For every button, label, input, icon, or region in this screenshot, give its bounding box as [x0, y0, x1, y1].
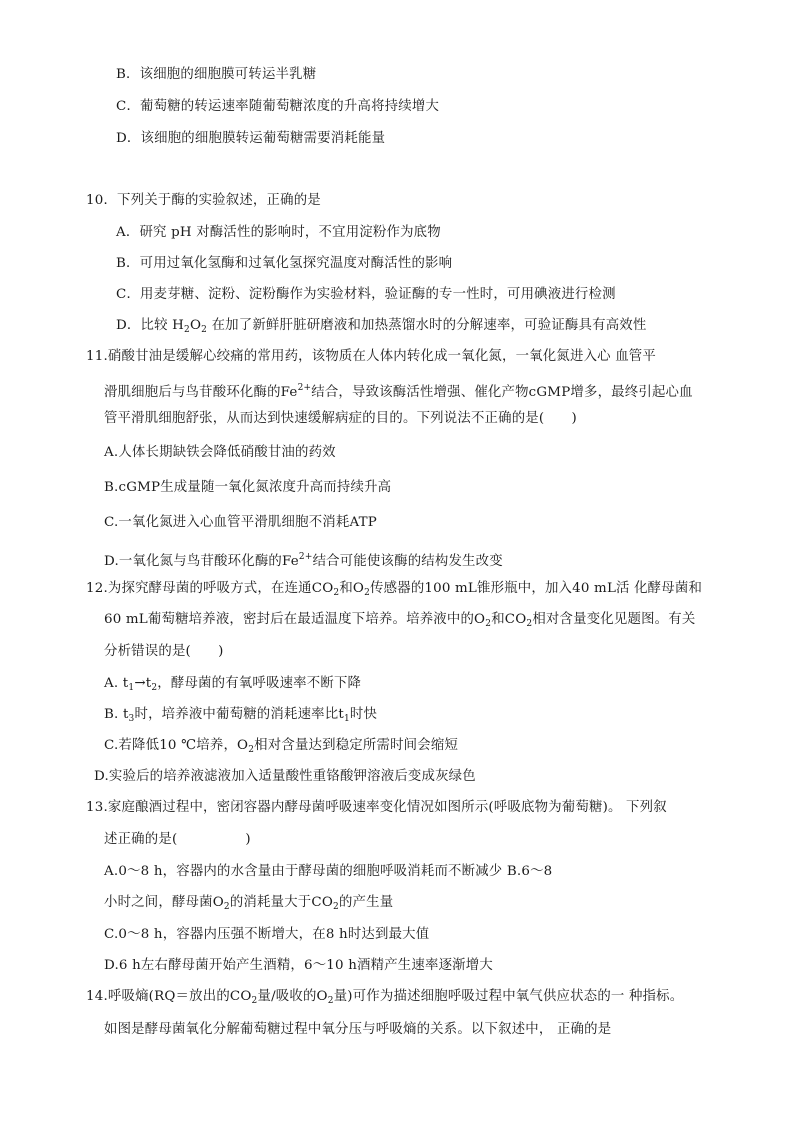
q14-stem-line2: 如图是酵母菌氧化分解葡萄糖过程中氧分压与呼吸熵的关系。以下叙述中， 正确的是 — [104, 1022, 612, 1037]
q10-option-b: B．可用过氧化氢酶和过氧化氢探究温度对酶活性的影响 — [116, 256, 453, 271]
q11-option-d: D.一氧化氮与鸟苷酸环化酶的$Fe^{2+}$结合可能使该酶的结构发生改变 — [104, 552, 503, 569]
q12-stem-line2: 60 mL葡萄糖培养液，密封后在最适温度下培养。培养液中的$O_2$和$CO_2$相对含量变化见题图。有关 — [104, 612, 696, 629]
q12-option-a: A. $t_1\to t_2$，酵母菌的有氧呼吸速率不断下降 — [104, 676, 362, 693]
q10-option-a: A．研究 pH 对酶活性的影响时，不宜用淀粉作为底物 — [116, 225, 441, 240]
q11-option-c: C.一氧化氮进入心血管平滑肌细胞不消耗ATP — [104, 515, 377, 530]
q13-stem-line2: 述正确的是( ) — [104, 832, 251, 847]
q12-option-d: D.实验后的培养液滤液加入适量酸性重铬酸钾溶液后变成灰绿色 — [94, 769, 476, 784]
q11-stem-line3: 管平滑肌细胞舒张，从而达到快速缓解病症的目的。下列说法不正确的是( ) — [104, 411, 577, 426]
q13-option-b: 小时之间，酵母菌$O_2$的消耗量大于$CO_2$的产生量 — [104, 895, 394, 912]
q10-option-c: C．用麦芽糖、淀粉、淀粉酶作为实验材料，验证酶的专一性时，可用碘液进行检测 — [116, 287, 616, 302]
q9-option-c: C．葡萄糖的转运速率随葡萄糖浓度的升高将持续增大 — [116, 99, 440, 114]
q13-option-d: D.6 h左右酵母菌开始产生酒精，6～10 h酒精产生速率逐渐增大 — [104, 958, 493, 973]
q13-option-a: A.0～8 h，容器内的水含量由于酵母菌的细胞呼吸消耗而不断减少 B.6～8 — [104, 864, 553, 879]
q11-option-b: B.cGMP生成量随一氧化氮浓度升高而持续升高 — [104, 480, 392, 495]
q13-stem-line1: 13.家庭酿酒过程中，密闭容器内酵母菌呼吸速率变化情况如图所示(呼吸底物为葡萄糖)。 下列叙 — [86, 800, 667, 815]
q12-option-c: C.若降低10 ℃培养，$O_2$相对含量达到稳定所需时间会缩短 — [104, 738, 459, 755]
q9-option-b: B．该细胞的细胞膜可转运半乳糖 — [116, 67, 317, 82]
q9-option-d: D．该细胞的细胞膜转运葡萄糖需要消耗能量 — [116, 131, 386, 146]
q11-option-a: A.人体长期缺铁会降低硝酸甘油的药效 — [104, 445, 336, 460]
q11-stem-line2: 滑肌细胞后与鸟苷酸环化酶的$Fe^{2+}$结合，导致该酶活性增强、催化产物cGMP增多，最终引起心血 — [104, 383, 693, 400]
q10-option-d: D．比较 $H_2O_2$ 在加了新鲜肝脏研磨液和加热蒸馏水时的分解速率，可验证酶具有高效性 — [116, 318, 647, 335]
q12-stem-line3: 分析错误的是( ) — [104, 644, 224, 659]
q12-option-b: B. $t_3$时，培养液中葡萄糖的消耗速率比$t_1$时快 — [104, 707, 378, 724]
q10-stem: 10．下列关于酶的实验叙述，正确的是 — [86, 193, 321, 208]
q11-stem-line1: 11.硝酸甘油是缓解心绞痛的常用药，该物质在人体内转化成一氧化氮，一氧化氮进入心 血管平 — [86, 349, 656, 364]
q13-option-c: C.0～8 h，容器内压强不断增大，在8 h时达到最大值 — [104, 927, 430, 942]
q14-stem-line1: 14.呼吸熵(RQ＝放出的$CO_2$量/吸收的$O_2$量)可作为描述细胞呼吸过程中氧气供应状态的一 种指标。 — [86, 989, 684, 1006]
q12-stem-line1: 12.为探究酵母菌的呼吸方式，在连通$CO_2$和$O_2$传感器的100 mL锥形瓶中，加入40 mL活 化酵母菌和 — [86, 581, 703, 598]
